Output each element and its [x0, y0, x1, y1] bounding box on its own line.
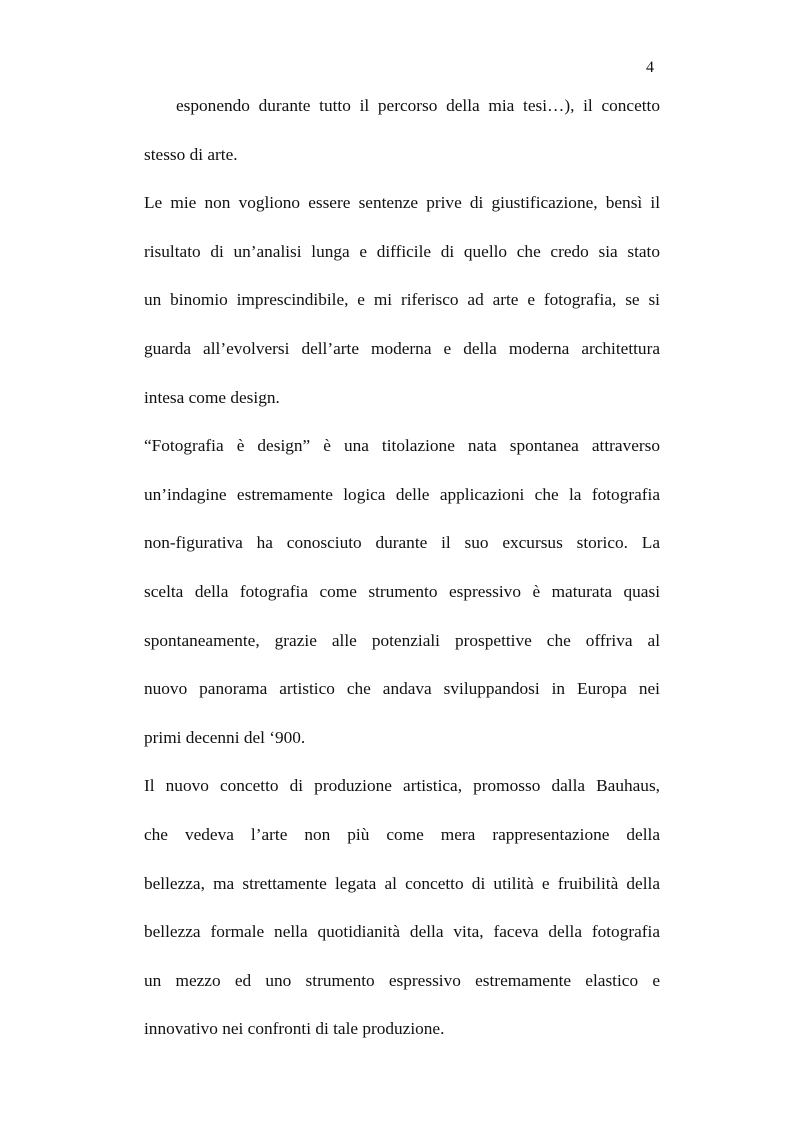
- text-line: spontaneamente, grazie alle potenziali prospettive che offriva al: [144, 630, 660, 650]
- text-line: scelta della fotografia come strumento espressivo è maturata quasi: [144, 581, 660, 601]
- text-line: esponendo durante tutto il percorso della mia tesi…), il concetto: [176, 96, 660, 115]
- text-line: intesa come design.: [144, 387, 280, 407]
- text-line: un mezzo ed uno strumento espressivo estremamente elastico e: [144, 970, 660, 990]
- text-line: che vedeva l’arte non più come mera rappresentazione della: [144, 824, 660, 844]
- text-line: stesso di arte.: [144, 144, 238, 164]
- body-text: [144, 94, 660, 1066]
- text-line: guarda all’evolversi dell’arte moderna e della moderna architettura: [144, 338, 660, 358]
- text-line: un binomio imprescindibile, e mi riferisco ad arte e fotografia, se si: [144, 290, 660, 310]
- text-line: risultato di un’analisi lunga e difficile di quello che credo sia stato: [144, 241, 660, 261]
- text-line: innovativo nei confronti di tale produzione.: [144, 1019, 445, 1039]
- text-line: un’indagine estremamente logica delle applicazioni che la fotografia: [144, 484, 660, 504]
- text-line: “Fotografia è design” è una titolazione nata spontanea attraverso: [144, 436, 660, 456]
- text-line: bellezza, ma strettamente legata al concetto di utilità e fruibilità della: [144, 873, 660, 893]
- text-line: Le mie non vogliono essere sentenze prive di giustificazione, bensì il: [144, 193, 660, 213]
- text-line: Il nuovo concetto di produzione artistica, promosso dalla Bauhaus,: [144, 776, 660, 796]
- text-line: bellezza formale nella quotidianità della vita, faceva della fotografia: [144, 922, 660, 942]
- page-number: 4: [646, 59, 654, 76]
- text-line: primi decenni del ‘900.: [144, 727, 306, 747]
- text-line: non-figurativa ha conosciuto durante il suo excursus storico. La: [144, 533, 660, 553]
- text-line: nuovo panorama artistico che andava sviluppandosi in Europa nei: [144, 679, 660, 699]
